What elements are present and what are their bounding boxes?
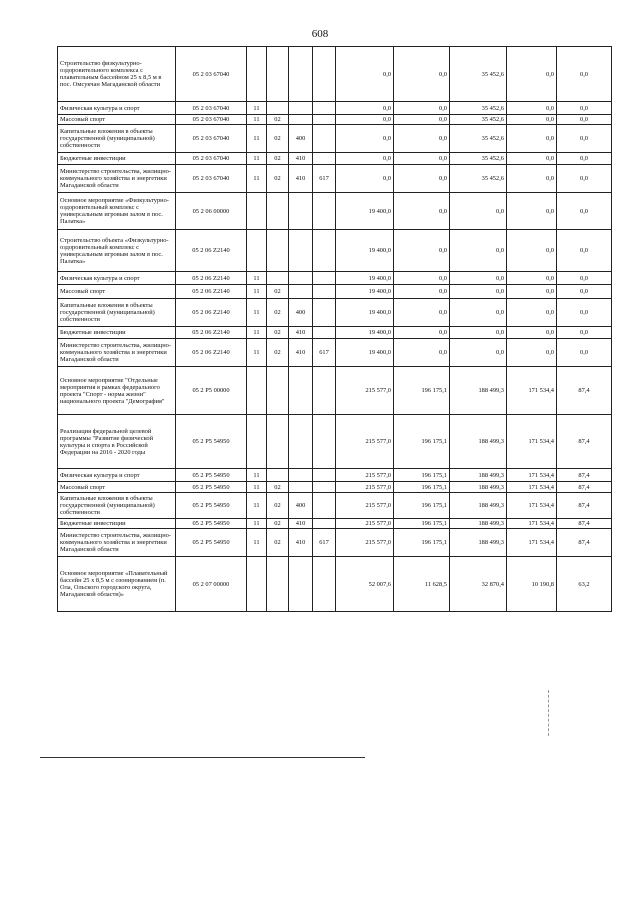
value-col-3: 0,0 [450,299,507,327]
section-code: 11 [247,519,267,529]
target-code: 05 2 P5 54950 [176,469,247,482]
value-col-1: 19 400,0 [336,327,394,339]
section-code: 11 [247,299,267,327]
table-row [58,469,612,482]
value-col-4: 0,0 [507,153,557,165]
target-code: 05 2 06 Z2140 [176,230,247,272]
row-name: Физическая культура и спорт [58,102,176,115]
target-code: 05 2 07 00000 [176,557,247,612]
subsection-code [267,469,289,482]
row-name: Массовый спорт [58,285,176,299]
value-col-1: 0,0 [336,102,394,115]
row-name: Министерство строительства, жилищно-коммунального хозяйства и энергетики Магаданской области [58,339,176,367]
value-col-3: 188 499,3 [450,529,507,557]
table-row [58,285,612,299]
value-col-4: 0,0 [507,47,557,102]
value-col-1: 19 400,0 [336,193,394,230]
expense-type-code: 410 [289,327,313,339]
target-code: 05 2 06 Z2140 [176,339,247,367]
expense-type-code [289,482,313,493]
section-code: 11 [247,272,267,285]
value-col-4: 0,0 [507,299,557,327]
section-code: 11 [247,469,267,482]
target-code: 05 2 03 67040 [176,165,247,193]
subsection-code: 02 [267,165,289,193]
percent-col: 0,0 [557,115,612,125]
percent-col: 87,4 [557,519,612,529]
value-col-3: 188 499,3 [450,469,507,482]
value-col-3: 35 452,6 [450,102,507,115]
value-col-1: 0,0 [336,47,394,102]
subsection-code [267,557,289,612]
value-col-1: 0,0 [336,165,394,193]
value-col-3: 188 499,3 [450,519,507,529]
value-col-4: 0,0 [507,230,557,272]
expense-type-code [289,415,313,469]
value-col-3: 32 870,4 [450,557,507,612]
value-col-1: 0,0 [336,115,394,125]
agency-code [313,125,336,153]
value-col-1: 52 007,6 [336,557,394,612]
target-code: 05 2 06 Z2140 [176,285,247,299]
target-code: 05 2 06 Z2140 [176,327,247,339]
section-code [247,415,267,469]
row-name: Реализация федеральной целевой программы "Развитие физической культуры и спорта в Российской Федерации на 2016 - 2020 годы [58,415,176,469]
section-code: 11 [247,285,267,299]
budget-table [57,46,612,612]
percent-col: 87,4 [557,493,612,519]
expense-type-code [289,115,313,125]
agency-code [313,493,336,519]
value-col-2: 0,0 [394,285,450,299]
expense-type-code [289,285,313,299]
value-col-2: 196 175,1 [394,529,450,557]
subsection-code [267,230,289,272]
section-code [247,557,267,612]
subsection-code [267,193,289,230]
value-col-1: 215 577,0 [336,493,394,519]
agency-code [313,327,336,339]
table-row [58,115,612,125]
target-code: 05 2 P5 54950 [176,415,247,469]
table-row [58,230,612,272]
subsection-code: 02 [267,519,289,529]
value-col-4: 171 534,4 [507,482,557,493]
value-col-2: 0,0 [394,230,450,272]
section-code [247,47,267,102]
agency-code [313,415,336,469]
target-code: 05 2 06 Z2140 [176,272,247,285]
subsection-code: 02 [267,153,289,165]
target-code: 05 2 06 00000 [176,193,247,230]
percent-col: 0,0 [557,299,612,327]
expense-type-code [289,193,313,230]
section-code: 11 [247,125,267,153]
row-name: Основное мероприятие "Отдельные мероприятия в рамках федерального проекта "Спорт - норма жизни" национального проекта "Демография" [58,367,176,415]
value-col-3: 188 499,3 [450,415,507,469]
target-code: 05 2 P5 54950 [176,493,247,519]
agency-code [313,367,336,415]
percent-col: 87,4 [557,529,612,557]
target-code: 05 2 P5 54950 [176,482,247,493]
expense-type-code: 410 [289,339,313,367]
row-name: Физическая культура и спорт [58,469,176,482]
expense-type-code [289,469,313,482]
value-col-1: 215 577,0 [336,415,394,469]
value-col-3: 35 452,6 [450,165,507,193]
value-col-4: 0,0 [507,285,557,299]
percent-col: 87,4 [557,367,612,415]
percent-col: 0,0 [557,327,612,339]
row-name: Министерство строительства, жилищно-коммунального хозяйства и энергетики Магаданской области [58,529,176,557]
percent-col: 0,0 [557,285,612,299]
section-code: 11 [247,482,267,493]
value-col-2: 0,0 [394,115,450,125]
percent-col: 0,0 [557,102,612,115]
value-col-4: 0,0 [507,165,557,193]
value-col-1: 19 400,0 [336,272,394,285]
expense-type-code [289,367,313,415]
section-code: 11 [247,339,267,367]
value-col-2: 0,0 [394,339,450,367]
subsection-code: 02 [267,299,289,327]
expense-type-code [289,272,313,285]
expense-type-code: 410 [289,519,313,529]
dashed-margin-line [548,690,549,736]
row-name: Бюджетные инвестиции [58,519,176,529]
value-col-2: 11 628,5 [394,557,450,612]
agency-code: 617 [313,529,336,557]
subsection-code: 02 [267,339,289,367]
value-col-4: 171 534,4 [507,493,557,519]
subsection-code: 02 [267,285,289,299]
value-col-3: 0,0 [450,230,507,272]
value-col-3: 188 499,3 [450,493,507,519]
row-name: Основное мероприятие «Плавательный бассейн 25 х 8,5 м с озонированием (п. Ола, Ольского городского округа, Магаданской области)» [58,557,176,612]
row-name: Массовый спорт [58,482,176,493]
value-col-2: 0,0 [394,153,450,165]
percent-col: 0,0 [557,153,612,165]
subsection-code: 02 [267,115,289,125]
page-number: 608 [311,28,329,40]
row-name: Основное мероприятие «Физкультурно-оздоровительный комплекс с универсальным игровым залом в пос. Палатка» [58,193,176,230]
value-col-2: 0,0 [394,125,450,153]
agency-code [313,102,336,115]
table-row [58,367,612,415]
value-col-4: 171 534,4 [507,367,557,415]
section-code: 11 [247,102,267,115]
value-col-4: 0,0 [507,272,557,285]
section-code [247,193,267,230]
expense-type-code [289,102,313,115]
row-name: Строительство объекта «Физкультурно-оздоровительный комплекс с универсальным игровым залом в пос. Палатка» [58,230,176,272]
percent-col: 87,4 [557,415,612,469]
section-code: 11 [247,529,267,557]
agency-code [313,557,336,612]
value-col-4: 0,0 [507,115,557,125]
table-row [58,557,612,612]
row-name: Бюджетные инвестиции [58,327,176,339]
subsection-code [267,47,289,102]
agency-code [313,47,336,102]
value-col-4: 0,0 [507,102,557,115]
value-col-3: 0,0 [450,339,507,367]
value-col-3: 0,0 [450,327,507,339]
percent-col: 87,4 [557,482,612,493]
target-code: 05 2 P5 00000 [176,367,247,415]
value-col-1: 215 577,0 [336,519,394,529]
agency-code [313,193,336,230]
subsection-code: 02 [267,125,289,153]
target-code: 05 2 03 67040 [176,125,247,153]
value-col-2: 196 175,1 [394,469,450,482]
target-code: 05 2 03 67040 [176,102,247,115]
value-col-2: 196 175,1 [394,493,450,519]
percent-col: 0,0 [557,272,612,285]
agency-code: 617 [313,339,336,367]
subsection-code: 02 [267,327,289,339]
table-row [58,165,612,193]
percent-col: 0,0 [557,339,612,367]
value-col-2: 0,0 [394,47,450,102]
subsection-code: 02 [267,493,289,519]
target-code: 05 2 06 Z2140 [176,299,247,327]
row-name: Бюджетные инвестиции [58,153,176,165]
subsection-code [267,272,289,285]
table-row [58,153,612,165]
percent-col: 0,0 [557,193,612,230]
expense-type-code [289,230,313,272]
value-col-2: 0,0 [394,327,450,339]
value-col-2: 0,0 [394,102,450,115]
table-row [58,529,612,557]
expense-type-code: 400 [289,299,313,327]
agency-code [313,299,336,327]
value-col-4: 171 534,4 [507,469,557,482]
value-col-1: 215 577,0 [336,482,394,493]
agency-code [313,469,336,482]
table-row [58,272,612,285]
row-name: Массовый спорт [58,115,176,125]
agency-code [313,285,336,299]
value-col-2: 196 175,1 [394,415,450,469]
table-row [58,482,612,493]
expense-type-code: 410 [289,153,313,165]
value-col-1: 215 577,0 [336,529,394,557]
row-name: Строительство физкультурно-оздоровительного комплекса с плавательным бассейном 25 х 8,5 м в пос. Омсукчан Магаданской области [58,47,176,102]
budget-table-body [58,47,612,612]
value-col-3: 188 499,3 [450,482,507,493]
value-col-1: 215 577,0 [336,469,394,482]
subsection-code [267,367,289,415]
percent-col: 0,0 [557,125,612,153]
value-col-2: 0,0 [394,165,450,193]
value-col-4: 0,0 [507,339,557,367]
section-code: 11 [247,165,267,193]
subsection-code [267,102,289,115]
value-col-4: 0,0 [507,327,557,339]
table-row [58,327,612,339]
table-row [58,125,612,153]
expense-type-code: 400 [289,493,313,519]
percent-col: 0,0 [557,165,612,193]
section-code: 11 [247,153,267,165]
value-col-3: 0,0 [450,272,507,285]
target-code: 05 2 03 67040 [176,115,247,125]
target-code: 05 2 P5 54950 [176,529,247,557]
value-col-2: 0,0 [394,299,450,327]
value-col-1: 19 400,0 [336,339,394,367]
agency-code [313,272,336,285]
value-col-3: 0,0 [450,193,507,230]
percent-col: 63,2 [557,557,612,612]
value-col-4: 10 190,8 [507,557,557,612]
row-name: Министерство строительства, жилищно-коммунального хозяйства и энергетики Магаданской области [58,165,176,193]
agency-code [313,153,336,165]
value-col-3: 35 452,6 [450,125,507,153]
percent-col: 0,0 [557,47,612,102]
row-name: Физическая культура и спорт [58,272,176,285]
value-col-4: 171 534,4 [507,529,557,557]
section-code [247,367,267,415]
target-code: 05 2 P5 54950 [176,519,247,529]
value-col-1: 19 400,0 [336,230,394,272]
value-col-2: 196 175,1 [394,519,450,529]
agency-code [313,519,336,529]
agency-code [313,115,336,125]
table-row [58,339,612,367]
agency-code [313,230,336,272]
value-col-4: 0,0 [507,125,557,153]
row-name: Капитальные вложения в объекты государственной (муниципальной) собственности [58,493,176,519]
value-col-1: 215 577,0 [336,367,394,415]
percent-col: 0,0 [557,230,612,272]
value-col-3: 0,0 [450,285,507,299]
target-code: 05 2 03 67040 [176,47,247,102]
table-row [58,519,612,529]
expense-type-code: 410 [289,529,313,557]
section-code: 11 [247,327,267,339]
value-col-3: 35 452,6 [450,47,507,102]
section-code: 11 [247,115,267,125]
value-col-4: 0,0 [507,193,557,230]
expense-type-code: 400 [289,125,313,153]
value-col-1: 0,0 [336,153,394,165]
percent-col: 87,4 [557,469,612,482]
value-col-2: 196 175,1 [394,367,450,415]
subsection-code: 02 [267,482,289,493]
value-col-3: 35 452,6 [450,115,507,125]
value-col-4: 171 534,4 [507,415,557,469]
subsection-code [267,415,289,469]
agency-code [313,482,336,493]
value-col-1: 19 400,0 [336,299,394,327]
table-row [58,493,612,519]
value-col-3: 35 452,6 [450,153,507,165]
footer-rule [40,757,365,758]
expense-type-code [289,557,313,612]
table-row [58,193,612,230]
value-col-2: 0,0 [394,193,450,230]
value-col-2: 0,0 [394,272,450,285]
section-code: 11 [247,493,267,519]
table-row [58,299,612,327]
expense-type-code: 410 [289,165,313,193]
value-col-4: 171 534,4 [507,519,557,529]
target-code: 05 2 03 67040 [176,153,247,165]
row-name: Капитальные вложения в объекты государственной (муниципальной) собственности [58,299,176,327]
row-name: Капитальные вложения в объекты государственной (муниципальной) собственности [58,125,176,153]
section-code [247,230,267,272]
value-col-1: 0,0 [336,125,394,153]
table-row [58,102,612,115]
table-row [58,415,612,469]
value-col-3: 188 499,3 [450,367,507,415]
agency-code: 617 [313,165,336,193]
value-col-2: 196 175,1 [394,482,450,493]
subsection-code: 02 [267,529,289,557]
table-row [58,47,612,102]
value-col-1: 19 400,0 [336,285,394,299]
expense-type-code [289,47,313,102]
